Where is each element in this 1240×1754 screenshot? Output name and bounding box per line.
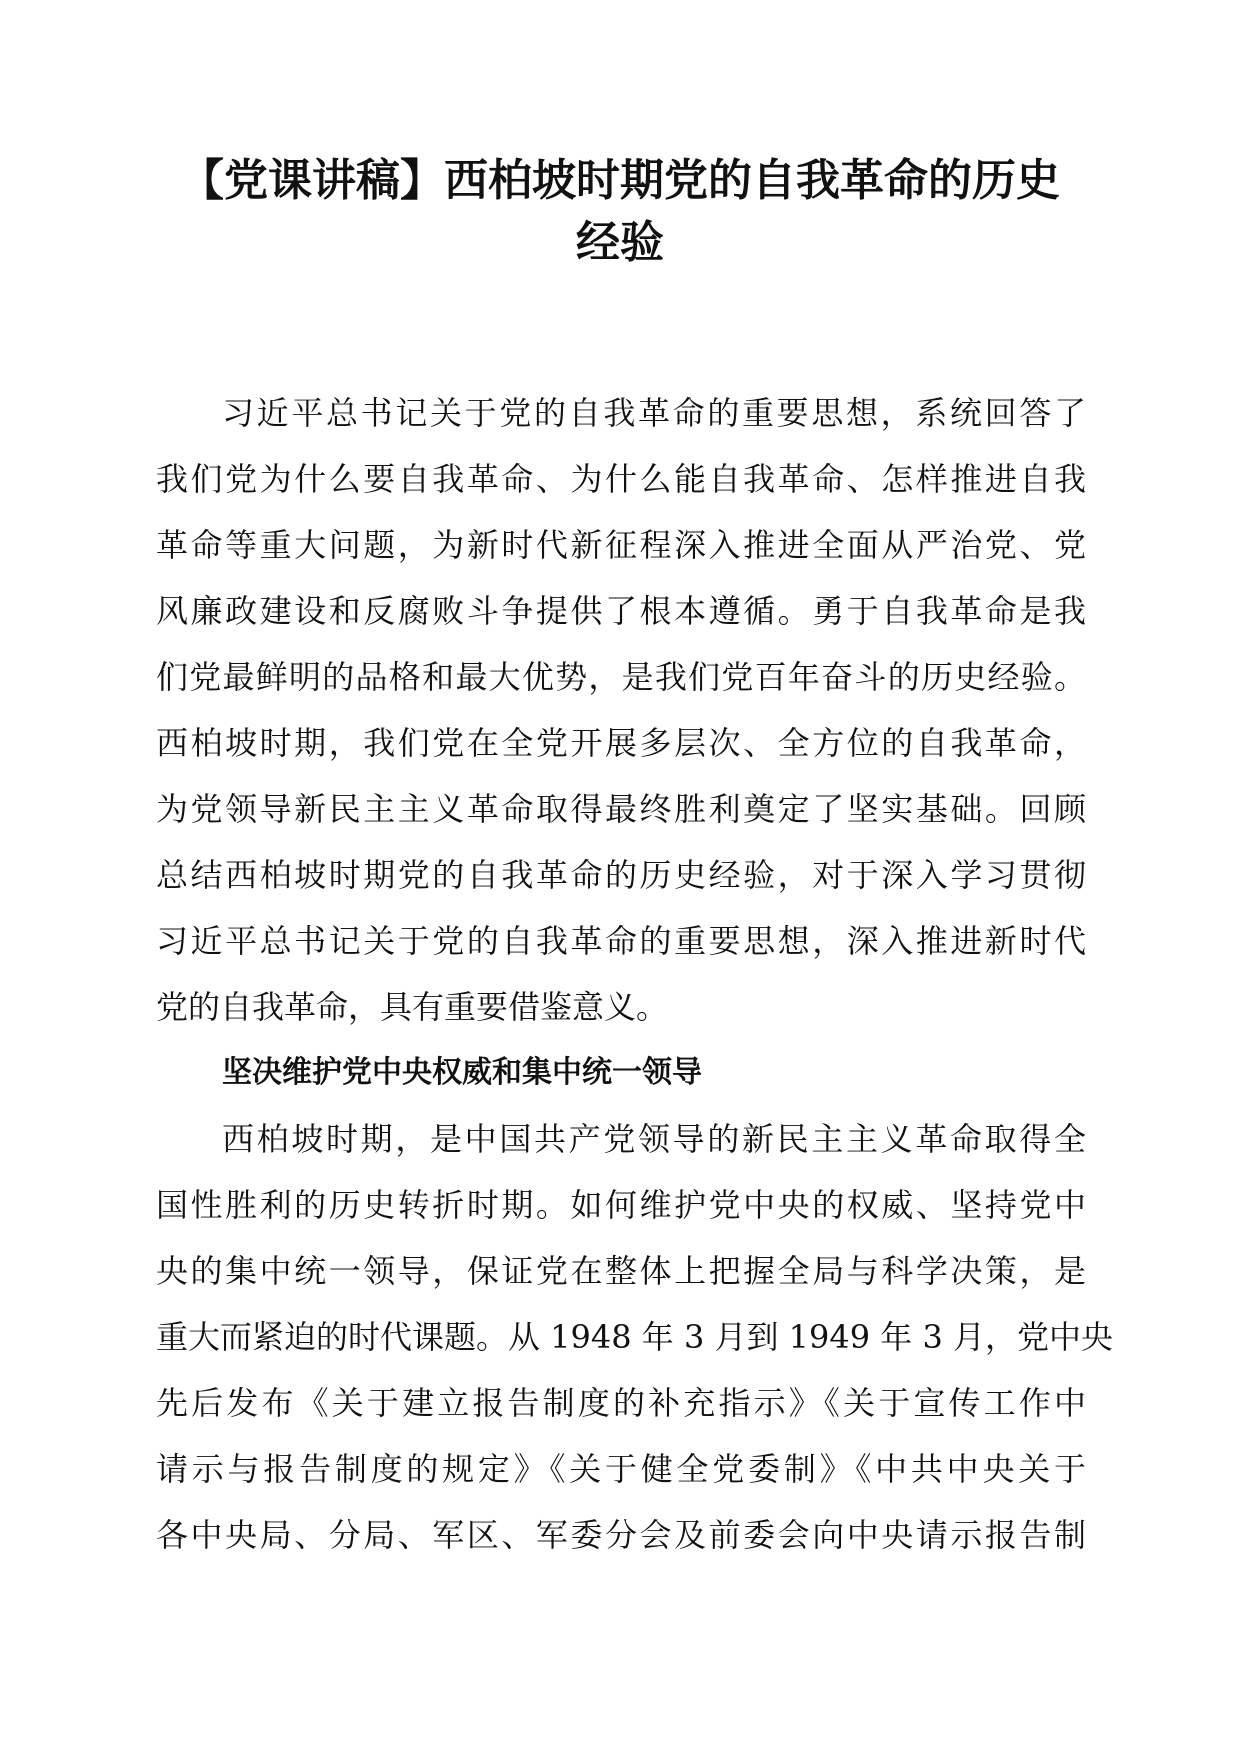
text-line: 风廉政建设和反腐败斗争提供了根本遵循。勇于自我革命是我 xyxy=(156,592,1086,630)
text-line: 习近平总书记关于党的自我革命的重要思想，系统回答了 xyxy=(222,394,1086,432)
text-line: 各中央局、分局、军区、军委分会及前委会向中央请示报告制 xyxy=(156,1516,1086,1554)
paragraph-section-1 xyxy=(156,1106,1113,1568)
section-heading: 坚决维护党中央权威和集中统一领导 xyxy=(222,1055,702,1090)
document-title xyxy=(150,150,1090,274)
paragraph-intro xyxy=(156,380,1086,1040)
text-line: 央的集中统一领导，保证党在整体上把握全局与科学决策，是 xyxy=(156,1252,1086,1290)
text-line: 我们党为什么要自我革命、为什么能自我革命、怎样推进自我 xyxy=(156,460,1086,498)
text-line: 西柏坡时期，我们党在全党开展多层次、全方位的自我革命， xyxy=(156,724,1086,762)
text-line: 为党领导新民主主义革命取得最终胜利奠定了坚实基础。回顾 xyxy=(156,790,1086,828)
text-line: 国性胜利的历史转折时期。如何维护党中央的权威、坚持党中 xyxy=(156,1186,1086,1224)
text-line: 请示与报告制度的规定》《关于健全党委制》《中共中央关于 xyxy=(156,1450,1086,1488)
text-line: 西柏坡时期，是中国共产党领导的新民主主义革命取得全 xyxy=(222,1120,1086,1158)
text-line: 习近平总书记关于党的自我革命的重要思想，深入推进新时代 xyxy=(156,922,1086,960)
text-line: 重大而紧迫的时代课题。从 1948 年 3 月到 1949 年 3 月，党中央 xyxy=(156,1318,1113,1356)
title-line: 经验 xyxy=(576,217,664,268)
text-line: 革命等重大问题，为新时代新征程深入推进全面从严治党、党 xyxy=(156,526,1086,564)
title-line: 【党课讲稿】西柏坡时期党的自我革命的历史 xyxy=(180,155,1060,206)
document-body xyxy=(156,380,1113,1568)
text-line: 党的自我革命，具有重要借鉴意义。 xyxy=(156,988,669,1026)
text-line: 先后发布《关于建立报告制度的补充指示》《关于宣传工作中 xyxy=(156,1384,1086,1422)
text-line: 总结西柏坡时期党的自我革命的历史经验，对于深入学习贯彻 xyxy=(156,856,1086,894)
text-line: 们党最鲜明的品格和最大优势，是我们党百年奋斗的历史经验。 xyxy=(156,658,1086,696)
